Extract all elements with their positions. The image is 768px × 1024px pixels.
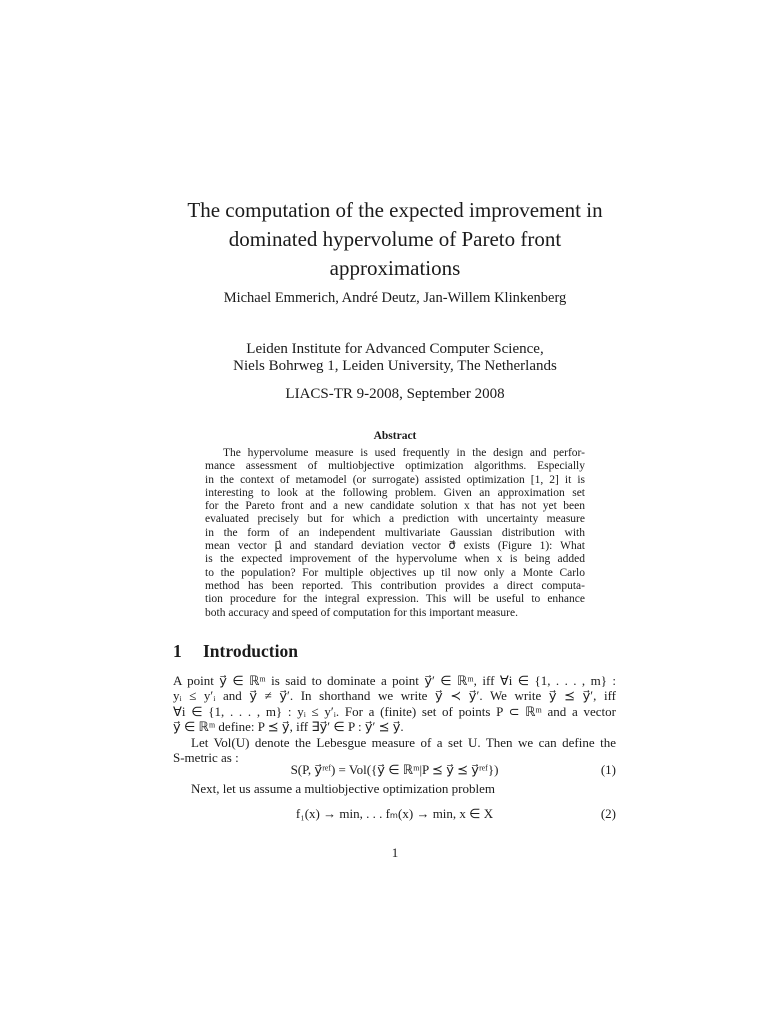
body-line: Let Vol(U) denote the Lebesgue measure of a set U. Then we can define the xyxy=(191,734,616,750)
title-line: The computation of the expected improvement in xyxy=(187,198,603,222)
abstract-line: tion procedure for the integral expression. This will be useful to enhance xyxy=(205,593,585,606)
authors: Michael Emmerich, André Deutz, Jan-Willem Klinkenberg xyxy=(223,290,567,306)
abstract-line: to the population? For multiple objectives up til now only a Monte Carlo xyxy=(205,566,585,579)
affiliation-line: Niels Bohrweg 1, Leiden University, The Netherlands xyxy=(233,358,557,374)
abstract-line: in the form of an independent multivariate Gaussian distribution with xyxy=(205,526,585,539)
abstract-line: method has been reported. This contribution provides a direct computa- xyxy=(205,579,585,592)
title-line: dominated hypervolume of Pareto front xyxy=(228,227,562,251)
abstract-line: mean vector μ⃗ and standard deviation vector σ⃗ exists (Figure 1): What xyxy=(205,540,585,553)
body-line: ∀i ∈ {1, . . . , m} : yᵢ ≤ y′ᵢ. For a (finite) set of points P ⊂ ℝᵐ and a vector xyxy=(173,703,616,719)
abstract-heading: Abstract xyxy=(373,430,417,442)
page-number: 1 xyxy=(391,845,399,860)
body-line: y⃗ ∈ ℝᵐ define: P ⪯ y⃗, iff ∃y⃗′ ∈ P : y⃗′ ⪯ y⃗. xyxy=(173,719,404,735)
body-line: S-metric as : xyxy=(173,750,239,766)
title-line: approximations xyxy=(329,256,461,280)
abstract-line: The hypervolume measure is used frequently in the design and perfor- xyxy=(223,447,585,459)
equation-expression: f₁(x) → min, . . . fₘ(x) → min, x ∈ X xyxy=(295,806,494,821)
abstract-line: for the Pareto front and a new candidate solution x that has not yet been xyxy=(205,500,585,513)
abstract-line: mance assessment of multiobjective optimization algorithms. Especially xyxy=(205,460,585,473)
paper-title xyxy=(150,196,640,283)
section-number: 1 xyxy=(173,641,182,661)
body-line: A point y⃗ ∈ ℝᵐ is said to dominate a point y⃗′ ∈ ℝᵐ, iff ∀i ∈ {1, . . . , m} : xyxy=(173,673,616,688)
section-title: Introduction xyxy=(203,641,298,661)
body-paragraph xyxy=(173,673,616,765)
equation-number: (2) xyxy=(600,806,616,821)
affiliation-line: Leiden Institute for Advanced Computer Science, xyxy=(246,341,544,357)
abstract-line: interesting to look at the following problem. Given an approximation set xyxy=(205,486,585,499)
abstract-line: in the context of metamodel (or surrogate) assisted optimization [1, 2] it is xyxy=(205,473,585,486)
equation-1 xyxy=(173,762,616,778)
body-line: Next, let us assume a multiobjective optimization problem xyxy=(191,781,495,796)
abstract-line: is the expected improvement of the hypervolume when x is being added xyxy=(205,553,585,566)
abstract-line: both accuracy and speed of computation for this important measure. xyxy=(205,606,518,619)
report-number: LIACS-TR 9-2008, September 2008 xyxy=(285,386,505,402)
equation-2 xyxy=(173,806,616,822)
body-paragraph xyxy=(173,781,616,796)
section-heading xyxy=(173,641,298,662)
abstract-body xyxy=(205,447,585,620)
abstract-line: evaluated precisely but for which a prediction with uncertainty measure xyxy=(205,513,585,526)
equation-expression: S(P, y⃗ʳᵉᶠ) = Vol({y⃗ ∈ ℝᵐ|P ⪯ y⃗ ⪯ y⃗ʳᵉᶠ}) xyxy=(290,762,499,777)
equation-number: (1) xyxy=(600,762,616,777)
body-line: yᵢ ≤ y′ᵢ and y⃗ ≠ y⃗′. In shorthand we write y⃗ ≺ y⃗′. We write y⃗ ⪯ y⃗′, iff xyxy=(173,688,616,704)
